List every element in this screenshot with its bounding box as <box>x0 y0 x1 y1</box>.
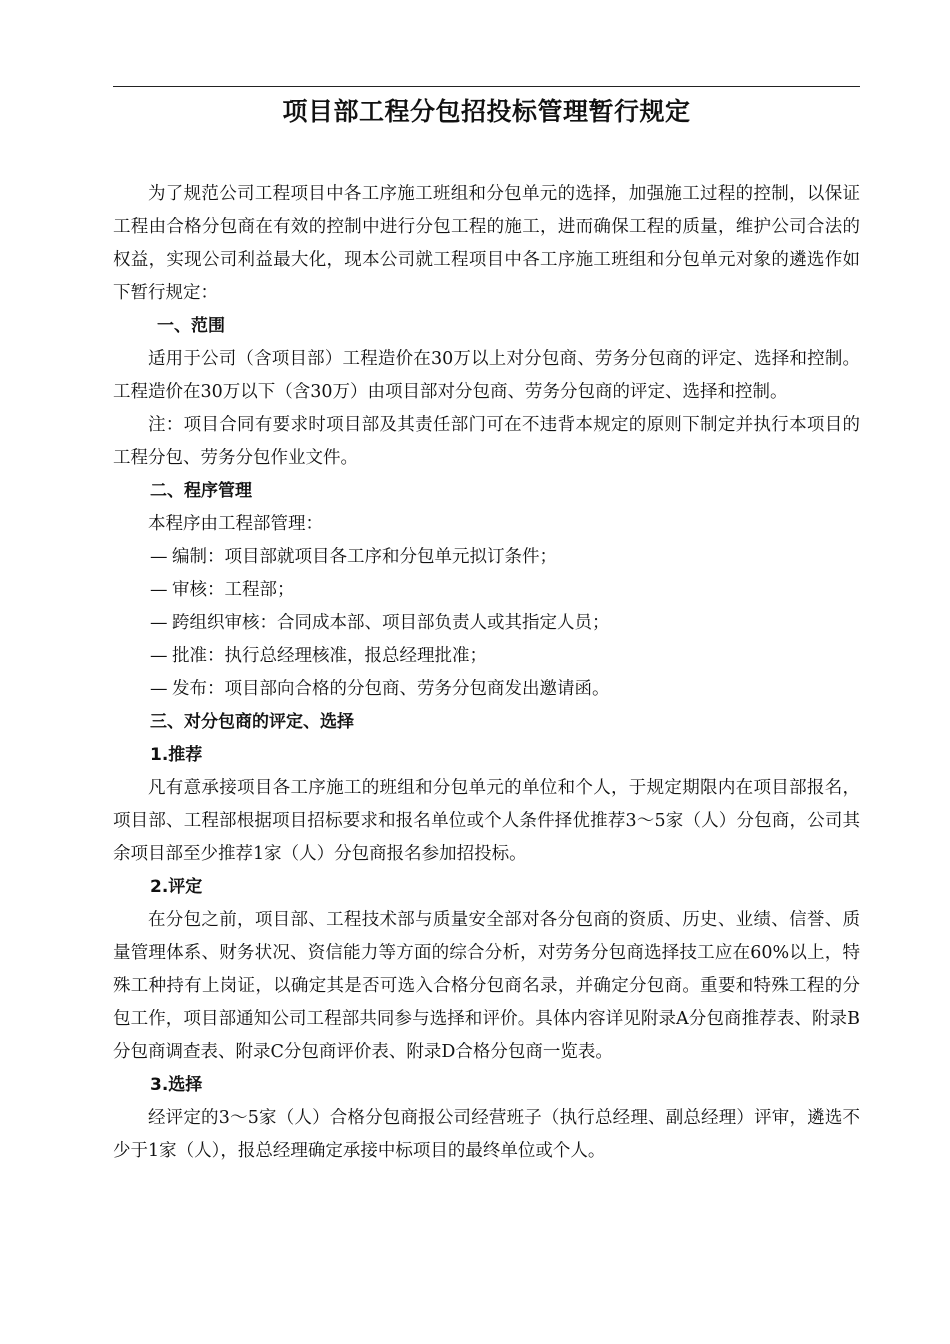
section-2-lead: 本程序由工程部管理： <box>148 514 323 534</box>
list-item-text: 跨组织审核：合同成本部、项目部负责人或其指定人员； <box>172 613 610 633</box>
subsection-2-paragraph: 在分包之前，项目部、工程技术部与质量安全部对各分包商的资质、历史、业绩、信誉、质量管理体系、财务状况、资信能力等方面的综合分析，对劳务分包商选择技工应在60%以上，特殊工种持有上岗证，以确定其是否可选入合格分包商名录，并确定分包商。重要和特殊工程的分包工作，项目部通知公司工程部共同参与选择和评价。具体内容详见附录A分包商推荐表、附录B分包商调查表、附录C分包商评价表、附录D合格分包商一览表。 <box>113 910 860 1062</box>
list-item <box>113 607 860 640</box>
dash-marker: — <box>150 646 168 666</box>
subsection-1-heading: 1.推荐 <box>150 745 203 765</box>
header-rule <box>113 86 860 87</box>
dash-marker: — <box>150 580 168 600</box>
subsection-1-paragraph: 凡有意承接项目各工序施工的班组和分包单元的单位和个人，于规定期限内在项目部报名，项目部、工程部根据项目招标要求和报名单位或个人条件择优推荐3～5家（人）分包商，公司其余项目部至少推荐1家（人）分包商报名参加招投标。 <box>113 778 860 864</box>
list-item <box>113 673 860 706</box>
document-body <box>113 178 860 1168</box>
dash-marker: — <box>150 613 168 633</box>
section-3-heading: 三、对分包商的评定、选择 <box>150 712 354 732</box>
section-2-heading: 二、程序管理 <box>150 481 252 501</box>
section-1-heading: 一、范围 <box>157 316 225 336</box>
list-item <box>113 541 860 574</box>
dash-marker: — <box>150 679 168 699</box>
list-item <box>113 640 860 673</box>
list-item-text: 编制：项目部就项目各工序和分包单元拟订条件； <box>172 547 557 567</box>
intro-paragraph: 为了规范公司工程项目中各工序施工班组和分包单元的选择，加强施工过程的控制，以保证工程由合格分包商在有效的控制中进行分包工程的施工，进而确保工程的质量，维护公司合法的权益，实现公司利益最大化，现本公司就工程项目中各工序施工班组和分包单元对象的遴选作如下暂行规定： <box>113 184 860 303</box>
subsection-3-paragraph: 经评定的3～5家（人）合格分包商报公司经营班子（执行总经理、副总经理）评审，遴选不少于1家（人），报总经理确定承接中标项目的最终单位或个人。 <box>113 1108 860 1161</box>
subsection-2-heading: 2.评定 <box>150 877 203 897</box>
list-item-text: 发布：项目部向合格的分包商、劳务分包商发出邀请函。 <box>172 679 610 699</box>
subsection-3-heading: 3.选择 <box>150 1075 203 1095</box>
section-1-note: 注：项目合同有要求时项目部及其责任部门可在不违背本规定的原则下制定并执行本项目的工程分包、劳务分包作业文件。 <box>113 415 860 468</box>
list-item-text: 批准：执行总经理核准，报总经理批准； <box>172 646 487 666</box>
list-item <box>113 574 860 607</box>
dash-marker: — <box>150 547 168 567</box>
list-item-text: 审核：工程部； <box>172 580 295 600</box>
document-title: 项目部工程分包招投标管理暂行规定 <box>282 97 691 126</box>
section-1-paragraph: 适用于公司（含项目部）工程造价在30万以上对分包商、劳务分包商的评定、选择和控制。工程造价在30万以下（含30万）由项目部对分包商、劳务分包商的评定、选择和控制。 <box>113 349 860 402</box>
